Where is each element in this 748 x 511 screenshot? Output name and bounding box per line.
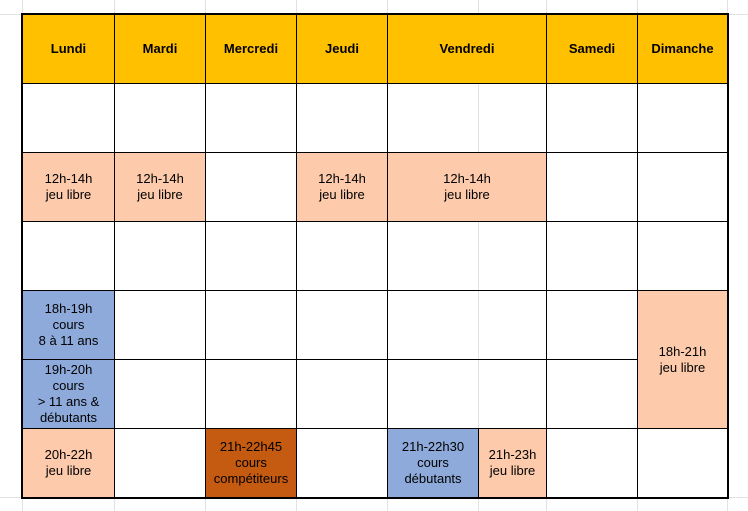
empty-cell[interactable] [546,221,638,291]
empty-cell[interactable] [546,152,638,222]
event-lundi-jeu-libre-soir[interactable]: 20h-22h jeu libre [22,428,115,498]
empty-cell[interactable] [205,221,297,291]
empty-cell[interactable] [387,221,547,291]
empty-cell[interactable] [296,83,388,153]
event-jeudi-jeu-libre[interactable]: 12h-14h jeu libre [296,152,388,222]
event-lundi-cours-8-11[interactable]: 18h-19h cours 8 à 11 ans [22,290,115,360]
header-jeudi[interactable]: Jeudi [296,14,388,84]
event-vendredi-jeu-libre-soir[interactable]: 21h-23h jeu libre [478,428,547,498]
empty-cell[interactable] [114,83,206,153]
empty-cell[interactable] [205,290,297,360]
header-mardi[interactable]: Mardi [114,14,206,84]
empty-cell[interactable] [22,83,115,153]
empty-cell[interactable] [637,152,728,222]
empty-cell[interactable] [22,221,115,291]
header-vendredi[interactable]: Vendredi [387,14,547,84]
empty-cell[interactable] [387,83,547,153]
empty-cell[interactable] [296,290,388,360]
event-mercredi-cours-competiteurs[interactable]: 21h-22h45 cours compétiteurs [205,428,297,498]
empty-cell[interactable] [205,83,297,153]
event-lundi-jeu-libre[interactable]: 12h-14h jeu libre [22,152,115,222]
header-mercredi[interactable]: Mercredi [205,14,297,84]
empty-cell[interactable] [637,83,728,153]
event-dimanche-jeu-libre[interactable]: 18h-21h jeu libre [637,290,728,429]
empty-cell[interactable] [205,359,297,429]
event-vendredi-cours-debutants[interactable]: 21h-22h30 cours débutants [387,428,479,498]
event-vendredi-jeu-libre[interactable]: 12h-14h jeu libre [387,152,547,222]
empty-cell[interactable] [387,359,547,429]
header-lundi[interactable]: Lundi [22,14,115,84]
empty-cell[interactable] [546,359,638,429]
empty-cell[interactable] [387,290,547,360]
empty-cell[interactable] [546,83,638,153]
header-samedi[interactable]: Samedi [546,14,638,84]
empty-cell[interactable] [114,359,206,429]
empty-cell[interactable] [205,152,297,222]
empty-cell[interactable] [546,428,638,498]
empty-cell[interactable] [296,221,388,291]
empty-cell[interactable] [637,428,728,498]
event-mardi-jeu-libre[interactable]: 12h-14h jeu libre [114,152,206,222]
empty-cell[interactable] [296,359,388,429]
empty-cell[interactable] [296,428,388,498]
empty-cell[interactable] [546,290,638,360]
empty-cell[interactable] [114,221,206,291]
event-lundi-cours-debutants[interactable]: 19h-20h cours > 11 ans & débutants [22,359,115,429]
empty-cell[interactable] [114,428,206,498]
empty-cell[interactable] [114,290,206,360]
empty-cell[interactable] [637,221,728,291]
header-dimanche[interactable]: Dimanche [637,14,728,84]
